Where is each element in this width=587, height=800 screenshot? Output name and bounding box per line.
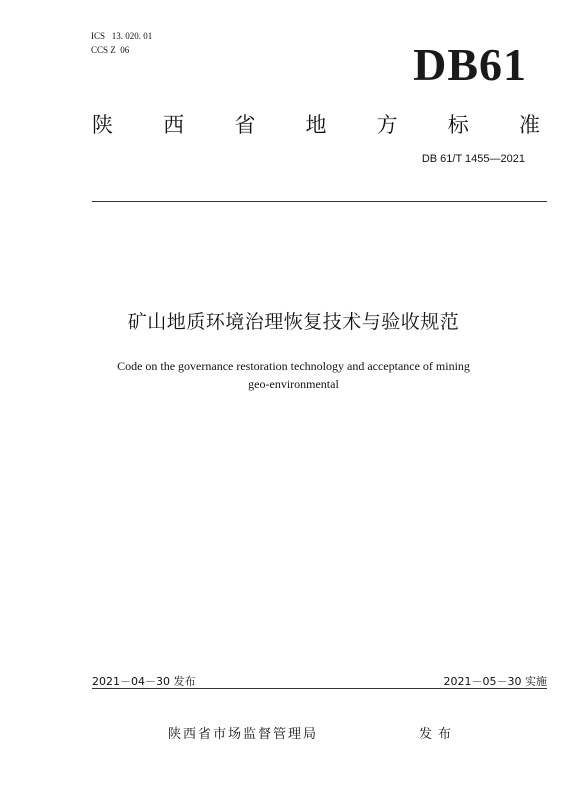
standard-type-char: 陕 [92,113,113,137]
standard-number: DB 61/T 1455—2021 [421,153,525,165]
implementation-date: 2021－05－30 实施 [443,675,547,688]
ccs-code: CCS Z 06 [91,45,130,55]
english-title-line: Code on the governance restoration technology and acceptance of mining [117,359,470,373]
standard-type-char: 准 [518,113,540,137]
publish-label: 发布 [419,727,458,742]
standard-type-char: 省 [234,113,256,137]
english-title-line: geo-environmental [248,377,339,391]
standard-type-char: 地 [305,113,327,137]
bottom-divider [92,688,547,689]
standard-type-char: 标 [447,113,469,137]
english-title [0,357,587,393]
ics-code: ICS 13. 020. 01 [91,31,153,41]
issuing-authority: 陕西省市场监督管理局 [168,727,319,742]
top-divider [92,201,547,202]
standard-type-char: 方 [376,113,398,137]
chinese-title: 矿山地质环境治理恢复技术与验收规范 [127,311,460,333]
standard-type-heading [92,111,540,139]
standard-logo: DB61 [413,39,527,90]
issue-date: 2021－04－30 发布 [92,675,196,688]
standard-type-char: 西 [163,113,185,137]
